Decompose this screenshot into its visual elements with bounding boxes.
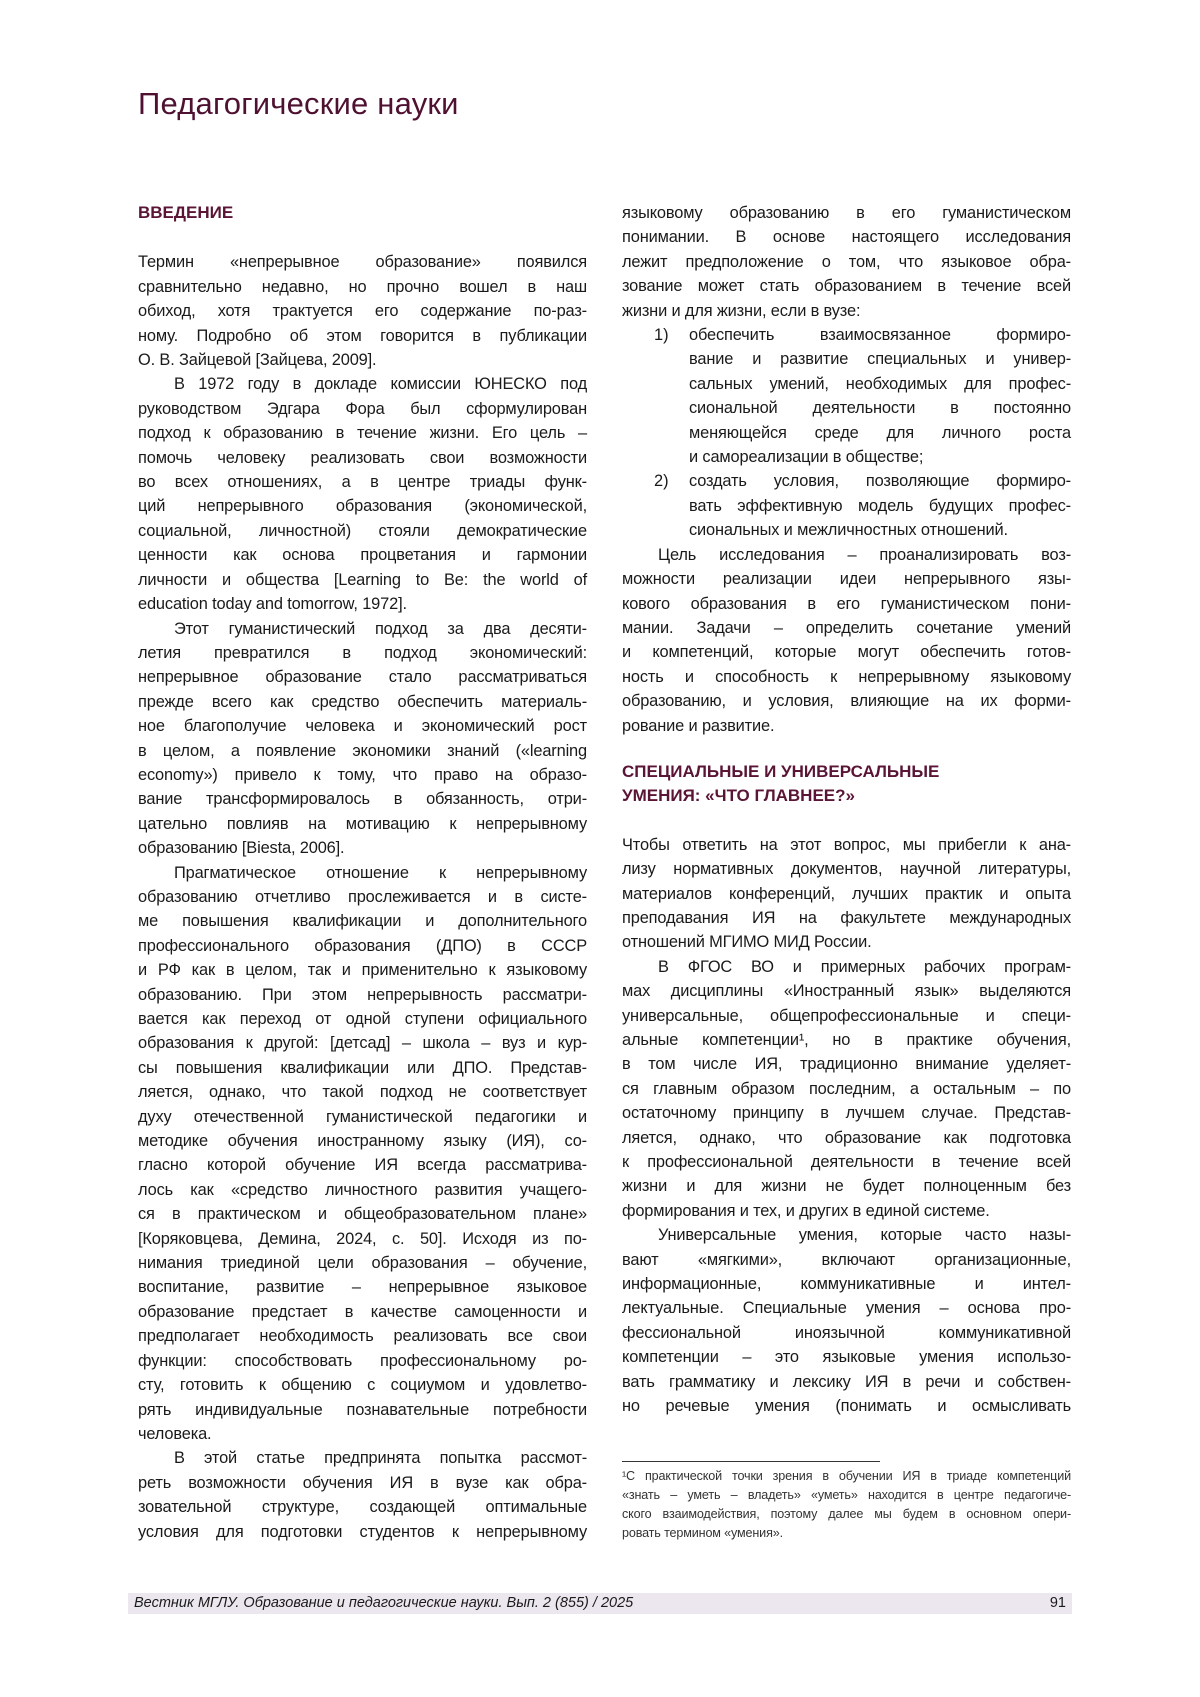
list-number: 2) <box>654 469 669 493</box>
text-line: сиональной деятельности в постоянно <box>689 396 1071 420</box>
text-line: преподавания ИЯ на факультете международных <box>622 906 1071 930</box>
page-footer <box>128 1593 1072 1614</box>
text-line: цательно повлияв на мотивацию к непрерывному <box>138 812 587 836</box>
text-line: лежит предположение о том, что языковое обра- <box>622 250 1071 274</box>
text-line: материалов конференций, лучших практик и опыта <box>622 882 1071 906</box>
text-line: ся в практическом и общеобразовательном плане» <box>138 1202 587 1226</box>
text-line: Этот гуманистический подход за два десяти- <box>138 617 587 641</box>
text-line: духу отечественной гуманистической педагогики и <box>138 1105 587 1129</box>
text-line: образованию отчетливо прослеживается и в систе- <box>138 885 587 909</box>
text-line: Термин «непрерывное образование» появился <box>138 250 587 274</box>
text-line: формирования и тех, и других в единой системе. <box>622 1199 1071 1223</box>
text-line: обеспечить взаимосвязанное формиро- <box>689 323 1071 347</box>
heading-line: ВВЕДЕНИЕ <box>138 201 587 225</box>
text-line: нимания триединой цели образования – обучение, <box>138 1251 587 1275</box>
text-line: создать условия, позволяющие формиро- <box>689 469 1071 493</box>
text-line: зование может стать образованием в течение всей <box>622 274 1071 298</box>
text-line: Чтобы ответить на этот вопрос, мы прибегли к ана- <box>622 833 1071 857</box>
text-line: отношений МГИМО МИД России. <box>622 930 1071 954</box>
text-line: и самореализации в обществе; <box>689 445 1071 469</box>
text-line: ляется, однако, что такой подход не соответствует <box>138 1080 587 1104</box>
text-line: методике обучения иностранному языку (ИЯ), со- <box>138 1129 587 1153</box>
text-line: и компетенций, которые могут обеспечить готов- <box>622 640 1071 664</box>
text-line: ность и способность к непрерывному языковому <box>622 665 1071 689</box>
text-line: функции: способствовать профессиональному ро- <box>138 1349 587 1373</box>
text-line: альные компетенции¹, но в практике обучения, <box>622 1028 1071 1052</box>
text-line: руководством Эдгара Фора был сформулирован <box>138 397 587 421</box>
text-line: воспитание, развитие – непрерывное языковое <box>138 1275 587 1299</box>
section-title: Педагогические науки <box>138 86 459 122</box>
text-line: остаточному принципу в лучшем случае. Представ- <box>622 1101 1071 1125</box>
text-line: кового образования в его гуманистическом пони- <box>622 592 1071 616</box>
paragraph <box>138 372 587 616</box>
text-line: ценности как основа процветания и гармонии <box>138 543 587 567</box>
text-line: лизу нормативных документов, научной литературы, <box>622 857 1071 881</box>
footnote-line: ровать термином «умения». <box>622 1524 1071 1543</box>
footnote-line: ¹С практической точки зрения в обучении ИЯ в триаде компетенций <box>622 1467 1071 1486</box>
paragraph <box>138 1446 587 1544</box>
text-line: жизни и для жизни не будет полноценным без <box>622 1174 1071 1198</box>
text-line: ному. Подробно об этом говорится в публикации <box>138 324 587 348</box>
text-line: языковому образованию в его гуманистическом <box>622 201 1071 225</box>
paragraph <box>622 955 1071 1223</box>
text-line: личности и общества [Learning to Be: the world of <box>138 568 587 592</box>
text-line: социальной, личностной) стояли демократические <box>138 519 587 543</box>
text-line: О. В. Зайцевой [Зайцева, 2009]. <box>138 348 587 372</box>
text-line: ляется, однако, что образование как подготовка <box>622 1126 1071 1150</box>
paragraph <box>622 833 1071 955</box>
page-number: 91 <box>1050 1593 1066 1614</box>
text-line: ное благополучие человека и экономический рост <box>138 714 587 738</box>
text-line: образования к другой: [детсад] – школа – вуз и кур- <box>138 1031 587 1055</box>
heading-line: СПЕЦИАЛЬНЫЕ И УНИВЕРСАЛЬНЫЕ <box>622 760 1071 784</box>
text-line: вать грамматику и лексику ИЯ в речи и собствен- <box>622 1370 1071 1394</box>
list-item <box>622 469 1071 542</box>
text-line: лось как «средство личностного развития учащего- <box>138 1178 587 1202</box>
text-line: вают «мягкими», включают организационные, <box>622 1248 1071 1272</box>
text-line: профессионального образования (ДПО) в СССР <box>138 934 587 958</box>
text-line: рять индивидуальные познавательные потребности <box>138 1398 587 1422</box>
text-line: реть возможности обучения ИЯ в вузе как обра- <box>138 1471 587 1495</box>
paragraph <box>138 250 587 372</box>
text-line: В этой статье предпринята попытка рассмот- <box>138 1446 587 1470</box>
text-line: но речевые умения (понимать и осмысливать <box>622 1394 1071 1418</box>
text-line: образование предстает в качестве самоценности и <box>138 1300 587 1324</box>
text-line: предполагает необходимость реализовать все свои <box>138 1324 587 1348</box>
text-line: вать эффективную модель будущих профес- <box>689 494 1071 518</box>
paragraph <box>138 861 587 1447</box>
text-line: прежде всего как средство обеспечить материаль- <box>138 690 587 714</box>
text-line: зовательной структуре, создающей оптимальные <box>138 1495 587 1519</box>
text-line: в целом, а появление экономики знаний («learning <box>138 739 587 763</box>
text-line: в том числе ИЯ, традиционно внимание уделяет- <box>622 1052 1071 1076</box>
paragraph <box>622 543 1071 738</box>
text-line: подход к образованию в течение жизни. Его цель – <box>138 421 587 445</box>
text-line: образованию. При этом непрерывность рассматри- <box>138 983 587 1007</box>
text-line: В ФГОС ВО и примерных рабочих програм- <box>622 955 1071 979</box>
text-line: ций непрерывного образования (экономической, <box>138 494 587 518</box>
text-line: сальных умений, необходимых для профес- <box>689 372 1071 396</box>
text-line: во всех отношениях, а в центре триады функ- <box>138 470 587 494</box>
text-line: жизни и для жизни, если в вузе: <box>622 299 1071 323</box>
text-line: информационные, коммуникативные и интел- <box>622 1272 1071 1296</box>
text-line: [Коряковцева, Демина, 2024, с. 50]. Исходя из по- <box>138 1227 587 1251</box>
text-line: универсальные, общепрофессиональные и специ- <box>622 1004 1071 1028</box>
footnote-divider <box>622 1461 880 1462</box>
text-line: мах дисциплины «Иностранный язык» выделяются <box>622 979 1071 1003</box>
text-line: вание трансформировалось в обязанность, отри- <box>138 787 587 811</box>
text-line: человека. <box>138 1422 587 1446</box>
left-column <box>138 201 587 1544</box>
paragraph <box>138 617 587 861</box>
text-line: вание и развитие специальных и универ- <box>689 347 1071 371</box>
text-line: сту, готовить к общению с социумом и удовлетво- <box>138 1373 587 1397</box>
text-line: обиход, хотя трактуется его содержание по-раз- <box>138 299 587 323</box>
text-line: ся главным образом последним, а остальным – по <box>622 1077 1071 1101</box>
text-line: сиональных и межличностных отношений. <box>689 518 1071 542</box>
text-line: лектуальные. Специальные умения – основа про- <box>622 1296 1071 1320</box>
text-line: сы повышения квалификации или ДПО. Представ- <box>138 1056 587 1080</box>
section-heading <box>622 760 1071 809</box>
text-line: Универсальные умения, которые часто назы- <box>622 1223 1071 1247</box>
text-line: В 1972 году в докладе комиссии ЮНЕСКО под <box>138 372 587 396</box>
text-line: сравнительно недавно, но прочно вошел в наш <box>138 275 587 299</box>
text-line: рование и развитие. <box>622 714 1071 738</box>
paragraph <box>622 201 1071 323</box>
text-line: фессиональной иноязычной коммуникативной <box>622 1321 1071 1345</box>
footnote <box>622 1467 1071 1543</box>
text-line: непрерывное образование стало рассматриваться <box>138 665 587 689</box>
text-line: образованию, и условия, влияющие на их форми- <box>622 689 1071 713</box>
text-line: компетенции – это языковые умения использо- <box>622 1345 1071 1369</box>
text-line: вается как переход от одной ступени официального <box>138 1007 587 1031</box>
list-number: 1) <box>654 323 669 347</box>
text-line: летия превратился в подход экономический: <box>138 641 587 665</box>
text-line: понимании. В основе настоящего исследования <box>622 225 1071 249</box>
footnote-line: ского взаимодействия, поэтому далее мы будем в основном опери- <box>622 1505 1071 1524</box>
text-line: образованию [Biesta, 2006]. <box>138 836 587 860</box>
right-column <box>622 201 1071 1419</box>
list-item <box>622 323 1071 469</box>
journal-citation: Вестник МГЛУ. Образование и педагогические науки. Вып. 2 (855) / 2025 <box>134 1593 633 1614</box>
text-line: ме повышения квалификации и дополнительного <box>138 909 587 933</box>
paragraph <box>622 1223 1071 1418</box>
text-line: можности реализации идеи непрерывного язы- <box>622 567 1071 591</box>
text-line: к профессиональной деятельности в течение всей <box>622 1150 1071 1174</box>
text-line: условия для подготовки студентов к непрерывному <box>138 1520 587 1544</box>
text-line: Прагматическое отношение к непрерывному <box>138 861 587 885</box>
text-line: Цель исследования – проанализировать воз- <box>622 543 1071 567</box>
heading-line: УМЕНИЯ: «ЧТО ГЛАВНЕЕ?» <box>622 784 1071 808</box>
text-line: мании. Задачи – определить сочетание умений <box>622 616 1071 640</box>
text-line: меняющейся среде для личного роста <box>689 421 1071 445</box>
text-line: и РФ как в целом, так и применительно к языковому <box>138 958 587 982</box>
text-line: гласно которой обучение ИЯ всегда рассматрива- <box>138 1153 587 1177</box>
text-line: education today and tomorrow, 1972]. <box>138 592 587 616</box>
section-heading <box>138 201 587 225</box>
text-line: economy») привело к тому, что право на образо- <box>138 763 587 787</box>
text-line: помочь человеку реализовать свои возможности <box>138 446 587 470</box>
footnote-line: «знать – уметь – владеть» «уметь» находится в центре педагогиче- <box>622 1486 1071 1505</box>
